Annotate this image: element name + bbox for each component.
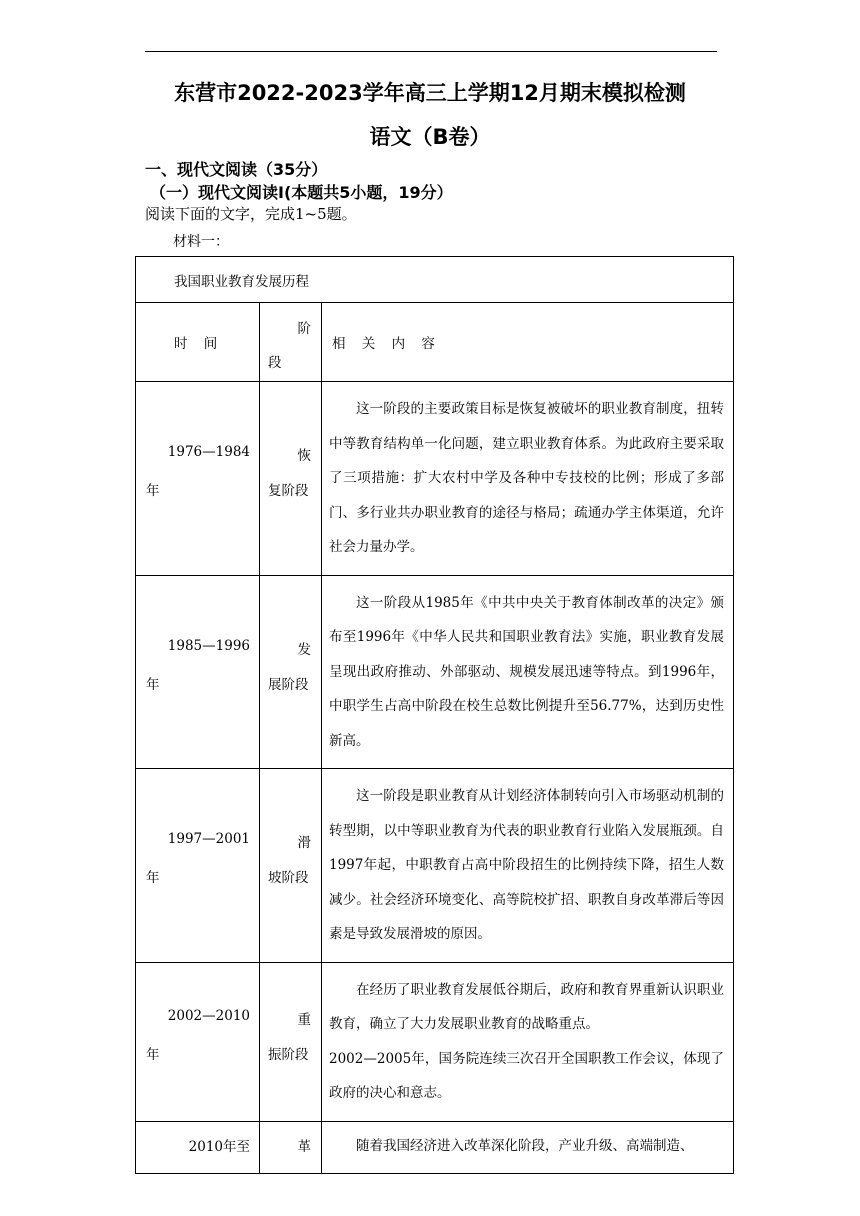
row-time: [136, 1121, 260, 1174]
row-stage-line1: 发: [297, 641, 311, 658]
subsection-heading: （一）现代文阅读Ⅰ(本题共5小题，19分）: [150, 183, 453, 202]
document-title: 东营市2022-2023学年高三上学期12月期末模拟检测: [174, 81, 686, 105]
header-stage-line1: 阶: [297, 321, 311, 337]
section-heading: 一、现代文阅读（35分）: [145, 160, 328, 179]
header-stage: [260, 303, 322, 382]
row-time: [136, 962, 260, 1121]
row-content: [322, 769, 734, 963]
row-year-suffix: 年: [146, 483, 160, 499]
row-year-suffix: 年: [146, 870, 160, 886]
row-stage: [260, 962, 322, 1121]
reading-instruction: 阅读下面的文字，完成1~5题。: [145, 205, 357, 223]
row-stage: [260, 575, 322, 769]
row-year-suffix: 年: [146, 1046, 160, 1063]
table-title: 我国职业教育发展历程: [136, 257, 734, 303]
row-content-text: 随着我国经济进入改革深化阶段，产业升级、高端制造、: [356, 1137, 694, 1154]
row-stage-line2: 坡阶段: [268, 870, 309, 886]
header-content: 相 关 内 容: [322, 303, 734, 382]
header-stage-line2: 段: [268, 355, 282, 371]
row-content-text: 这一阶段的主要政策目标是恢复被破坏的职业教育制度，扭转中等教育结构单一化问题，建立职业教育体系。为此政府主要采取了三项措施：扩大农村中学及各种中专技校的比例；形成了多部门、多行业共办职业教育的途径与格局；疏通办学主体渠道，允许社会力量办学。: [329, 401, 724, 555]
row-stage: [260, 1121, 322, 1174]
row-content-text: 这一阶段从1985年《中共中央关于教育体制改革的决定》颁布至1996年《中华人民共和国职业教育法》实施，职业教育发展呈现出政府推动、外部驱动、规模发展迅速等特点。到1996年，中职学生占高中阶段在校生总数比例提升至56.77%，达到历史性新高。: [329, 594, 724, 749]
row-years: 2010年至: [188, 1138, 250, 1155]
row-stage-line2: 展阶段: [268, 676, 309, 693]
row-years: 1985—1996: [167, 637, 250, 654]
table-row: [136, 382, 734, 576]
row-time: [136, 575, 260, 769]
table-row: [136, 769, 734, 963]
table-header-row: [136, 303, 734, 382]
row-content-text: 在经历了职业教育发展低谷期后，政府和教育界重新认识职业教育，确立了大力发展职业教育的战略重点。: [329, 981, 724, 1032]
row-stage-line1: 恢: [297, 448, 311, 464]
header-rule: [145, 51, 717, 52]
row-content: [322, 382, 734, 576]
row-stage-line1: 滑: [297, 835, 311, 851]
row-content-text: 这一阶段是职业教育从计划经济体制转向引入市场驱动机制的转型期，以中等职业教育为代表的职业教育行业陷入发展瓶颈。自1997年起，中职教育占高中阶段招生的比例持续下降，招生人数减少。社会经济环境变化、高等院校扩招、职教自身改革滞后等因素是导致发展滑坡的原因。: [329, 788, 724, 942]
history-table: [135, 256, 734, 1174]
row-stage: [260, 769, 322, 963]
row-years: 1997—2001: [167, 831, 250, 847]
row-stage-line2: 振阶段: [268, 1046, 309, 1063]
row-years: 1976—1984: [167, 444, 250, 460]
row-stage: [260, 382, 322, 576]
row-years: 2002—2010: [167, 1007, 250, 1024]
row-year-suffix: 年: [146, 676, 160, 693]
material-label: 材料一：: [173, 234, 229, 250]
row-stage-line1: 重: [297, 1011, 311, 1028]
row-time: [136, 769, 260, 963]
header-time: 时 间: [136, 303, 260, 382]
table-row: [136, 575, 734, 769]
row-content: [322, 1121, 734, 1174]
row-content-text-2: 2002—2005年，国务院连续三次召开全国职教工作会议，体现了政府的决心和意志。: [329, 1050, 724, 1101]
table-row: [136, 1121, 734, 1174]
table-row: [136, 962, 734, 1121]
document-subtitle: 语文（B卷）: [369, 125, 491, 149]
row-stage-line2: 复阶段: [268, 483, 309, 499]
row-stage-line1: 革: [297, 1138, 311, 1155]
row-content: [322, 575, 734, 769]
row-content: [322, 962, 734, 1121]
row-time: [136, 382, 260, 576]
